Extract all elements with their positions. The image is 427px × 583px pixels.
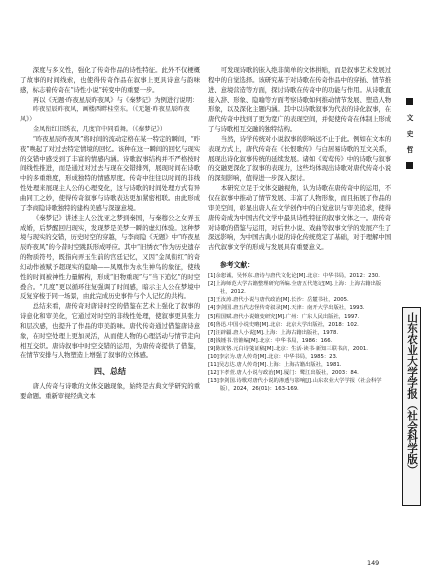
section-marker-bottom xyxy=(406,162,413,169)
reference-entry: [3]王汝涛.唐代小说与唐代政治[M].长沙：岳麓书社，2005. xyxy=(208,297,349,304)
paragraph: 再以《无题·昨夜星辰昨夜风》与《秦梦记》为例进行说明： xyxy=(32,95,199,104)
paragraph: 唐人传奇与诗歌的文体交融现象，始终是古典文学研究的重要命题。重新审视经典文本 xyxy=(20,382,200,401)
left-text-column xyxy=(20,66,200,402)
right-text-column xyxy=(208,66,391,393)
paragraph: 当然，诗学传统对小说叙事的影响远不止于此。例如在文本的表现方式上，唐代传奇在《长恨歌传》与白居易诗歌的互文关系，展现出诗化叙事传统的延续发展。诸如《莺莺传》中的诗歌与叙事的交融更深化了叙事的表现力，这些均体现出诗歌对唐代传奇小说的深刻影响，值得进一步深入探讨。 xyxy=(208,134,391,183)
section-char-2: 史 xyxy=(406,130,414,138)
reference-entry: [9]陈寅恪.元白诗笺证稿[M].北京：生活·读书·新知三联书店，2001. xyxy=(208,345,368,352)
reference-entry: [6]鲁迅.中国小说史略[M].北京：北京大学出版社，2018：102. xyxy=(208,321,359,328)
quoted-verse: 昨夜星辰昨夜风，画楼西畔桂堂东。（《无题·昨夜星辰昨夜风》） xyxy=(20,106,190,124)
paragraph: 总结来看，唐传奇对唐诗时空的借鉴在艺术上强化了叙事的诗意化和审美化，它通过对时空的非线性处理，使叙事更具张力和层次感，也提升了作品的审美韵味。唐代传奇通过借鉴唐诗意象，在时空处理上更加灵活，从而使人物的心理活动与情节走向相互交织。唐诗叙事中时空交错的运用，为唐传奇提供了借鉴，在情节安排与人物塑造上增强了叙事的立体感。 xyxy=(20,302,200,360)
section-char-1: 文 xyxy=(406,114,414,122)
reference-entry: [8]钱锺书.管锥编[M].北京：中华书局，1986：166. xyxy=(208,337,333,344)
reference-entry: [2]上海师范大学古籍整理研究所编.全唐五代笔记[M].上海：上海古籍出版社，2012. xyxy=(208,281,382,296)
paragraph: 可发现诗歌的嵌入绝非简单的文体拼贴，而是叙事艺术发展过程中的自觉选择。该研究基于对诗歌在传奇作品中的穿插、情节推进、意境营造等方面，探讨诗歌在传奇中的功能与作用。从诗歌直接入辞、形象、隐喻等方面考察诗歌如何推动情节发展、塑造人物形象，以及深化主题内涵。其中以诗歌叙事为代表的诗化叙事，在唐代传奇中找到了更为宽广的表现空间，并促使传奇在体制上形成了与诗歌相互交融的独特结构。 xyxy=(208,66,391,134)
reference-entry: [7]汪辟疆.唐人小说[M].上海：上海古籍出版社，1978. xyxy=(208,329,339,336)
paragraph: “昨夜星辰昨夜风”将时间的流动定格在某一特定的瞬间，“昨夜”唤起了对过去特定情境的回忆。该种在这一瞬间的回忆与现实的交错中感受到了丰富的情感内涵。诗歌叙事结构并不严格按时间线性推进，而是通过对过去与现在交错排列，展现时间在诗歌中的多重维度，形成独特的情感厚度。传奇中往往以时间的非线性处理来展现主人公的心理变化，这与诗歌的时间处理方式有异曲同工之妙，使得传奇叙事与诗歌表达更加紧密相联。由此形成了李商隐诗歌独特的建构美感与深邃意境。 xyxy=(20,134,200,212)
reference-entry: [13]李剑国.诗歌对唐代小说的渗透与影响[J].山东农业大学学报（社会科学版），2024，26(01)：163-169. xyxy=(208,378,382,393)
quoted-verse: 金凤衔红旧绣衣，几度宫中同看舞。（《秦梦记》） xyxy=(33,126,167,134)
page-number: 149 xyxy=(367,559,380,567)
section-char-3: 哲 xyxy=(406,146,414,154)
reference-entry: [10]李宗为.唐人传奇[M].北京：中华书局，1985：23. xyxy=(208,353,338,360)
reference-entry: [1]余恕诚，吴怀东.唐诗与唐代文化论[M].北京：中华书局，2012：230. xyxy=(208,273,380,280)
section-heading: 四、总结 xyxy=(94,367,126,377)
paragraph: 深度与多义性，强化了传奇作品的诗性特征。此外不仅梗概了故事的时间线索，也使得传奇作品在叙事上更具诗意与韵味感，标志着传奇在“诗性小说”转变中的重要一步。 xyxy=(20,66,200,94)
reference-entry: [12]卞孝萱.唐人小说与政治[M].厦门：鹭江出版社，2003：84. xyxy=(208,370,359,377)
reference-entry: [5]程国赋.唐代小说嬗变研究[M].广州：广东人民出版社，1997. xyxy=(208,313,360,320)
journal-name-band xyxy=(402,307,421,506)
paragraph: 《秦梦记》讲述主人公沈亚之梦到秦国，与秦穆公之女弄玉成婚，后梦醒回归现实，发现梦是美梦一瞬的虚幻体验。这种梦境与现实的交错，历史时空的穿越，与李商隐《无题》中“昨夜星辰昨夜风”的今昔时空跳跃形成呼应。其中“旧绣衣”作为历史遗存的物质符号，既指向弄玉生前的宫廷记忆，又因“金凤衔红”的奇幻动作被赋予超现实的隐喻——凤凰作为永生神鸟的象征，使线性的时间被神性力量解构，形成“旧物重现”与“当下追忆”的时空叠合。“几度”更以循环往复强调了时间感，暗示主人公在梦境中反复穿梭于同一场景，由此完成历史事件与个人记忆的共构。 xyxy=(20,213,200,301)
paragraph: 本研究立足于文体交融视角，认为诗歌在唐传奇中的运用，不仅在叙事中推动了情节发展、丰富了人物形象，而且拓展了作品的审美空间，彰显出唐人在文学创作中的自觉意识与审美追求，使得唐传奇成为中国古代文学中最具诗性特征的叙事文体之一。唐传奇对诗歌的借鉴与运用，对后世小说、戏曲等叙事文学的发展产生了深远影响，为中国古典小说的诗化传统奠定了基础，对于理解中国古代叙事文学的形成与发展具有重要意义。 xyxy=(208,184,391,252)
reference-entry: [11]吴志达.唐人传奇[M].上海：上海古籍出版社，1981. xyxy=(208,362,342,369)
references-heading: 参考文献： xyxy=(220,261,254,270)
reference-entry: [4]李剑国.唐五代志怪传奇叙录[M].天津：南开大学出版社，1993. xyxy=(208,305,365,312)
section-marker-top xyxy=(406,98,413,105)
journal-name: 山东农业大学学报（社会科学版） xyxy=(406,312,418,476)
